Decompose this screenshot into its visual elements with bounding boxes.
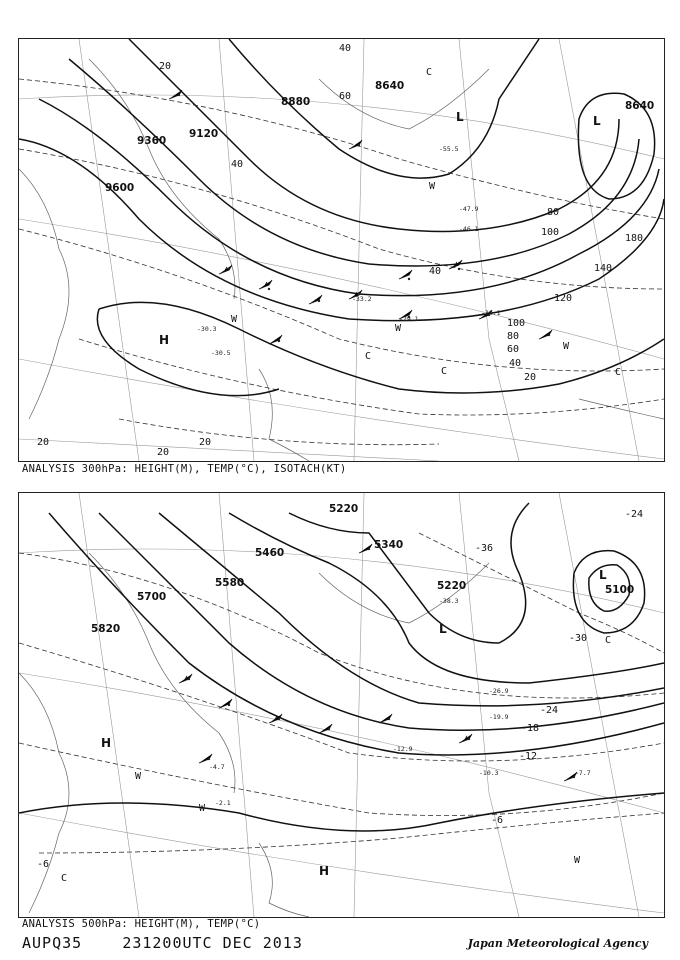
temp-label: -12.9 [393,745,413,753]
temp-label: -55.5 [439,145,459,153]
temp-label: -2.1 [215,799,231,807]
map-500hpa [19,493,664,917]
contour-label: 5580 [215,577,245,589]
contour-label: 9120 [189,128,219,140]
caption-300hpa: ANALYSIS 300hPa: HEIGHT(M), TEMP(°C), ISOTACH(KT) [22,463,347,475]
isotherm-label: -12 [519,751,538,762]
isotherm-label: -6 [37,859,50,870]
temp-label: -38.3 [439,597,459,605]
isotach-label: 180 [625,233,644,244]
contour-label: 8640 [625,100,655,112]
temp-label: -7.7 [575,769,591,777]
contour-label: 5100 [605,584,635,596]
isotach-label: 60 [339,91,352,102]
contour-label: 5700 [137,591,167,603]
temp-label: -10.3 [479,769,499,777]
contour-label: 5220 [329,503,359,515]
isotherm-label: -6 [491,815,504,826]
isotherm-label: -18 [521,723,540,734]
warm-center: W [231,314,238,325]
contour-label: 5220 [437,580,467,592]
contour-label: 8880 [281,96,311,108]
map-300hpa [19,39,664,461]
isotach-label: 120 [554,293,573,304]
high-center: H [319,864,330,878]
isotach-label: 60 [507,344,520,355]
graticule [19,493,664,917]
contour-label: 5460 [255,547,285,559]
chart-300hpa [18,38,665,462]
cold-center: C [426,67,433,78]
temp-label: -29.1 [399,315,419,323]
caption-500hpa: ANALYSIS 500hPa: HEIGHT(M), TEMP(°C) [22,918,261,930]
coastlines [19,553,489,917]
contour-label: 8640 [375,80,405,92]
isotach-label: 40 [231,159,244,170]
contour-label: 5340 [374,539,404,551]
cold-center: C [615,367,622,378]
station-dots [188,548,575,778]
isotherms [19,79,664,445]
contour-label: 5820 [91,623,121,635]
temp-label: -30.1 [481,309,501,317]
low-center: L [593,114,601,128]
isotach-label: 100 [541,227,560,238]
isotherms [19,533,664,853]
isotach-label: 20 [159,61,172,72]
low-center: L [599,568,607,582]
isotach-label: 140 [594,263,613,274]
contour-label: 9600 [105,182,135,194]
warm-center: W [135,771,142,782]
warm-center: W [395,323,402,334]
temp-label: -46.1 [459,225,479,233]
graticule [19,39,664,461]
isotach-label: 20 [199,437,212,448]
temp-label: -26.9 [489,687,509,695]
warm-center: W [563,341,570,352]
contour-label: 9360 [137,135,167,147]
isotach-label: 80 [547,207,560,218]
isotherm-label: -30 [569,633,588,644]
isotach-label: 40 [339,43,352,54]
isotach-label: 40 [429,266,442,277]
temp-label: -30.5 [211,349,231,357]
isotach-label: 80 [507,331,520,342]
valid-time: 231200UTC DEC 2013 [122,934,303,952]
temp-label: -4.7 [209,763,225,771]
cold-center: C [365,351,372,362]
high-center: H [101,736,112,750]
isotherm-label: -36 [475,543,494,554]
isotherm-label: -24 [625,509,644,520]
isotach-label: 20 [524,372,537,383]
isotach-label: 40 [509,358,522,369]
agency-name: Japan Meteorological Agency [467,937,648,950]
cold-center: C [61,873,68,884]
temp-label: -47.9 [459,205,479,213]
chart-id [22,934,303,952]
chart-code: AUPQ35 [22,934,83,952]
warm-center: W [199,803,206,814]
temp-label: -33.2 [352,295,372,303]
cold-center: C [441,366,448,377]
isotach-label: 100 [507,318,526,329]
isotach-label: 20 [157,447,170,458]
high-center: H [159,333,170,347]
temp-label: -19.9 [489,713,509,721]
temp-label: -30.3 [197,325,217,333]
cold-center: C [605,635,612,646]
isotherm-label: -24 [540,705,559,716]
height-contours [19,503,664,831]
warm-center: W [574,855,581,866]
warm-center: W [429,181,436,192]
isotach-label: 20 [37,437,50,448]
low-center: L [439,622,447,636]
low-center: L [456,110,464,124]
chart-500hpa [18,492,665,918]
